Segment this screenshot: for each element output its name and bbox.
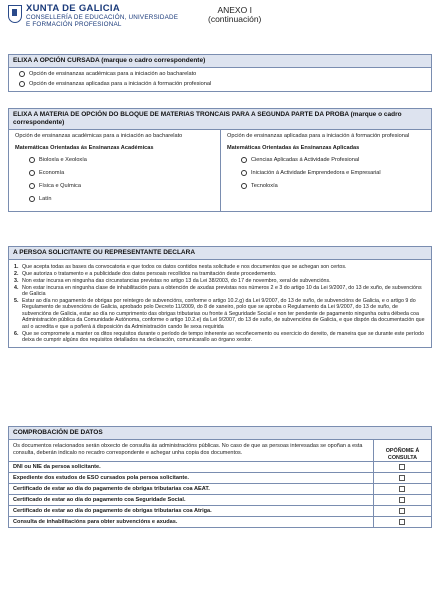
subject-academic-column: [9, 130, 220, 211]
row-label: DNI ou NIE da persoa solicitante.: [9, 462, 373, 473]
declaration-item: [14, 331, 426, 344]
subject-label: Ciencias Aplicadas á Actividade Profesional: [251, 157, 360, 163]
subject-label: Física e Química: [39, 183, 81, 189]
subject-option[interactable]: [15, 169, 214, 177]
org-name: XUNTA DE GALICIA: [26, 3, 120, 14]
option-section: [8, 54, 432, 92]
subject-label: Bioloxía e Xeoloxía: [39, 157, 87, 163]
subject-label: Latín: [39, 196, 52, 202]
check-table: [9, 461, 431, 527]
oppose-checkbox[interactable]: [399, 497, 405, 503]
subject-option[interactable]: [227, 169, 425, 177]
declaration-item: [14, 298, 426, 330]
row-label: Consulta de inhabilitacións para obter subvencións e axudas.: [9, 517, 373, 528]
subject-option[interactable]: [227, 182, 425, 190]
subject-option[interactable]: [15, 195, 214, 203]
option-academic[interactable]: [9, 70, 431, 78]
item-number: 5.: [14, 298, 19, 305]
radio-icon[interactable]: [19, 81, 25, 87]
radio-icon[interactable]: [29, 157, 35, 163]
subject-label: Tecnoloxía: [251, 183, 278, 189]
xunta-logo: [8, 4, 178, 28]
radio-icon[interactable]: [29, 183, 35, 189]
table-row: [9, 517, 431, 528]
option-applied[interactable]: [9, 80, 431, 88]
coat-of-arms-icon: [8, 5, 22, 23]
item-text: Que acepta todas as bases da convocatoria e que todos os datos contidos nesta solicitude e nos documentos que se achegan son certos.: [22, 264, 347, 270]
row-label: Certificado de estar ao día do pagamento coa Seguridade Social.: [9, 495, 373, 506]
subject-option[interactable]: [15, 156, 214, 164]
column-heading: Opción de ensinanzas aplicadas para a iniciación á formación profesional: [227, 133, 410, 139]
radio-icon[interactable]: [241, 170, 247, 176]
option-title: ELIXA A OPCIÓN CURSADA (marque o cadro correspondente): [9, 55, 431, 68]
item-number: 3.: [14, 277, 19, 284]
declaration-item: [14, 264, 426, 270]
row-label: Expediente dos estudos de ESO cursados pola persoa solicitante.: [9, 473, 373, 484]
declaration-item: [14, 271, 426, 277]
oppose-checkbox[interactable]: [399, 464, 405, 470]
check-title: COMPROBACIÓN DE DATOS: [9, 427, 431, 440]
subject-option[interactable]: [227, 156, 425, 164]
radio-icon[interactable]: [19, 71, 25, 77]
declaration-title: A PERSOA SOLICITANTE OU REPRESENTANTE DECLARA: [9, 247, 431, 260]
table-row: [9, 484, 431, 495]
dept-line-2: E FORMACIÓN PROFESIONAL: [26, 21, 122, 28]
declaration-section: [8, 246, 432, 348]
column-subheading: Matemáticas Orientadas ás Ensinanzas Académicas: [15, 144, 154, 151]
table-row: [9, 495, 431, 506]
column-subheading: Matemáticas Orientadas ás Ensinanzas Aplicadas: [227, 144, 360, 151]
subject-title: ELIXA A MATERIA DE OPCIÓN DO BLOQUE DE MATERIAS TRONCAIS PARA A SEGUNDA PARTE DA PROBA (marque o cadro correspondente): [9, 109, 431, 130]
subject-applied-column: [220, 130, 431, 211]
declaration-item: [14, 285, 426, 298]
radio-icon[interactable]: [29, 170, 35, 176]
radio-icon[interactable]: [241, 157, 247, 163]
item-text: Non estar incursa en ningunha das circunstancias previstas no artigo 13 da Lei 38/2003, do 17 de novembro, xeral de subvencións.: [22, 277, 331, 284]
item-text: Que autoriza o tratamento e a publicidade dos datos persoais recollidos na tramitación deste procedemento.: [22, 270, 277, 277]
oppose-header: OPÓÑOME Á CONSULTA: [373, 440, 431, 461]
oppose-checkbox[interactable]: [399, 486, 405, 492]
table-row: [9, 473, 431, 484]
subject-label: Iniciación á Actividade Emprendedora e Empresarial: [251, 170, 381, 176]
subject-label: Economía: [39, 170, 65, 176]
option-label: Opción de ensinanzas aplicadas para a iniciación á formación profesional: [29, 81, 212, 87]
data-check-section: [8, 426, 432, 528]
page-header: [8, 4, 432, 44]
row-label: Certificado de estar ao día do pagamento de obrigas tributarias coa Atriga.: [9, 506, 373, 517]
radio-icon[interactable]: [29, 196, 35, 202]
oppose-checkbox[interactable]: [399, 508, 405, 514]
item-number: 1.: [14, 264, 19, 270]
subject-option[interactable]: [15, 182, 214, 190]
item-number: 4.: [14, 284, 19, 291]
item-number: 2.: [14, 270, 19, 277]
dept-line-1: CONSELLERÍA DE EDUCACIÓN, UNIVERSIDADE: [26, 14, 179, 21]
subject-section: [8, 108, 432, 212]
annex-title: ANEXO I: [217, 5, 252, 15]
table-row: [9, 506, 431, 517]
declaration-list: [9, 260, 431, 347]
oppose-checkbox[interactable]: [399, 475, 405, 481]
annex-label: [208, 6, 261, 24]
item-text: Que se compromete a manter os ditos requisitos durante o período de tempo inherente ao recoñecemento ou exercicio do dereito, de maneira que se durante este período deixa de cumprir algúns dos requisitos detallados na declaración, comunicarallo ao órgano xestor.: [22, 330, 424, 343]
option-label: Opción de ensinanzas académicas para a iniciación ao bacharelato: [29, 71, 197, 77]
column-heading: Opción de ensinanzas académicas para a iniciación ao bacharelato: [15, 133, 183, 139]
item-text: Estar ao día no pagamento de obrigas por reintegro de subvencións, conforme o artigo 10.2.g) da Lei 9/2007, do 13 de xuño, de subvencións de Galicia, e o artigo 9 do Regulamento de subvencións de Galicia, aprobado polo Decreto 11/2009, do 8 de xaneiro, polo que se aproba o Regulamento da Lei 9/2007, do 13 de xuño, de subvencións de Galicia, estar ao día no cumprimento das obrigas tributarias ou fronte á Seguridade Social e non ter pendente de pagamento ningunha outra débeda coa Administración pública da Comunidade Autónoma, conforme o artigo 10.2.e) da Lei 9/2007, do 13 de xuño, de subvencións de Galicia, e que dispón da documentación que así o acredita e que a poñerá á disposición da Administración cando lle sexa requirida: [22, 298, 425, 330]
table-row: [9, 462, 431, 473]
item-text: Non estar incursa en ningunha clase de inhabilitación para a obtención de axudas previstas nos números 2 e 3 do artigo 10 da Lei 9/2007, do 13 de xuño, de subvencións de Galicia: [22, 284, 422, 298]
annex-subtitle: (continuación): [208, 14, 262, 24]
row-label: Certificado de estar ao día do pagamento de obrigas tributarias coa AEAT.: [9, 484, 373, 495]
item-number: 6.: [14, 330, 19, 337]
radio-icon[interactable]: [241, 183, 247, 189]
oppose-checkbox[interactable]: [399, 519, 405, 525]
check-intro: Os documentos relacionados serán obxecto de consulta ás administracións públicas. No caso de que as persoas interesadas se opoñan a esta consulta, deberán indicalo no recadro correspondente e achegar unha copia dos documentos.: [13, 443, 363, 456]
declaration-item: [14, 278, 426, 284]
